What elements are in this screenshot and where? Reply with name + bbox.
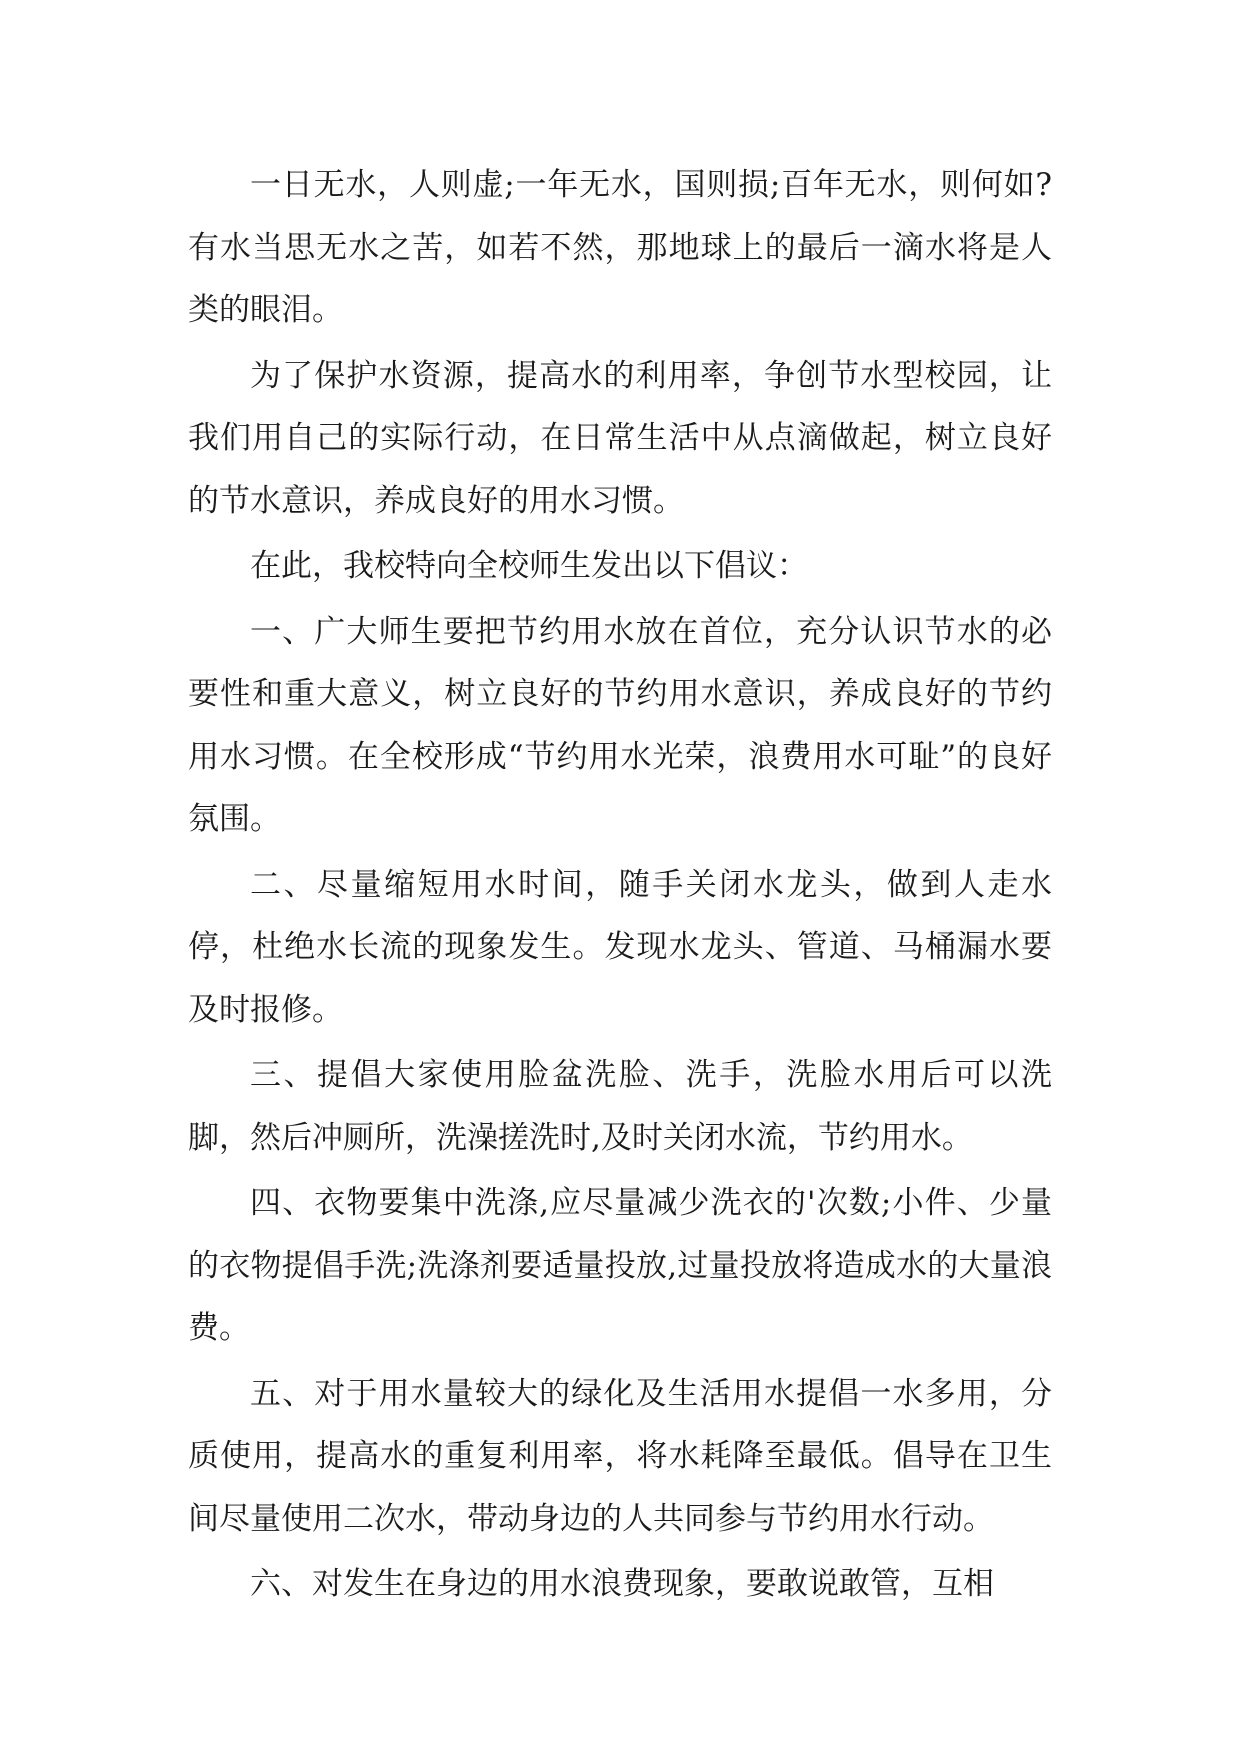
paragraph-item-2: 二、尽量缩短用水时间，随手关闭水龙头，做到人走水停，杜绝水长流的现象发生。发现水龙头、管道、马桶漏水要及时报修。: [188, 866, 1052, 1028]
paragraph-item-3: 三、提倡大家使用脸盆洗脸、洗手，洗脸水用后可以洗脚，然后冲厕所，洗澡搓洗时,及时关闭水流，节约用水。: [188, 1057, 1052, 1156]
paragraph-call: 在此，我校特向全校师生发出以下倡议：: [250, 548, 808, 584]
paragraph-item-5: 五、对于用水量较大的绿化及生活用水提倡一水多用，分质使用，提高水的重复利用率，将水耗降至最低。倡导在卫生间尽量使用二次水，带动身边的人共同参与节约用水行动。: [188, 1375, 1052, 1537]
paragraph-item-1: 一、广大师生要把节约用水放在首位，充分认识节水的必要性和重大意义，树立良好的节约用水意识，养成良好的节约用水习惯。在全校形成“节约用水光荣，浪费用水可耻”的良好氛围。: [188, 613, 1052, 837]
paragraph-purpose: 为了保护水资源，提高水的利用率，争创节水型校园，让我们用自己的实际行动，在日常生活中从点滴做起，树立良好的节水意识，养成良好的用水习惯。: [188, 357, 1052, 519]
paragraph-intro: 一日无水，人则虚;一年无水，国则损;百年无水，则何如?有水当思无水之苦，如若不然，那地球上的最后一滴水将是人类的眼泪。: [188, 167, 1052, 328]
paragraph-item-4: 四、衣物要集中洗涤,应尽量减少洗衣的'次数;小件、少量的衣物提倡手洗;洗涤剂要适量投放,过量投放将造成水的大量浪费。: [188, 1185, 1052, 1346]
document-body: [188, 154, 1052, 1619]
paragraph-item-6: 六、对发生在身边的用水浪费现象，要敢说敢管，互相: [250, 1566, 994, 1602]
